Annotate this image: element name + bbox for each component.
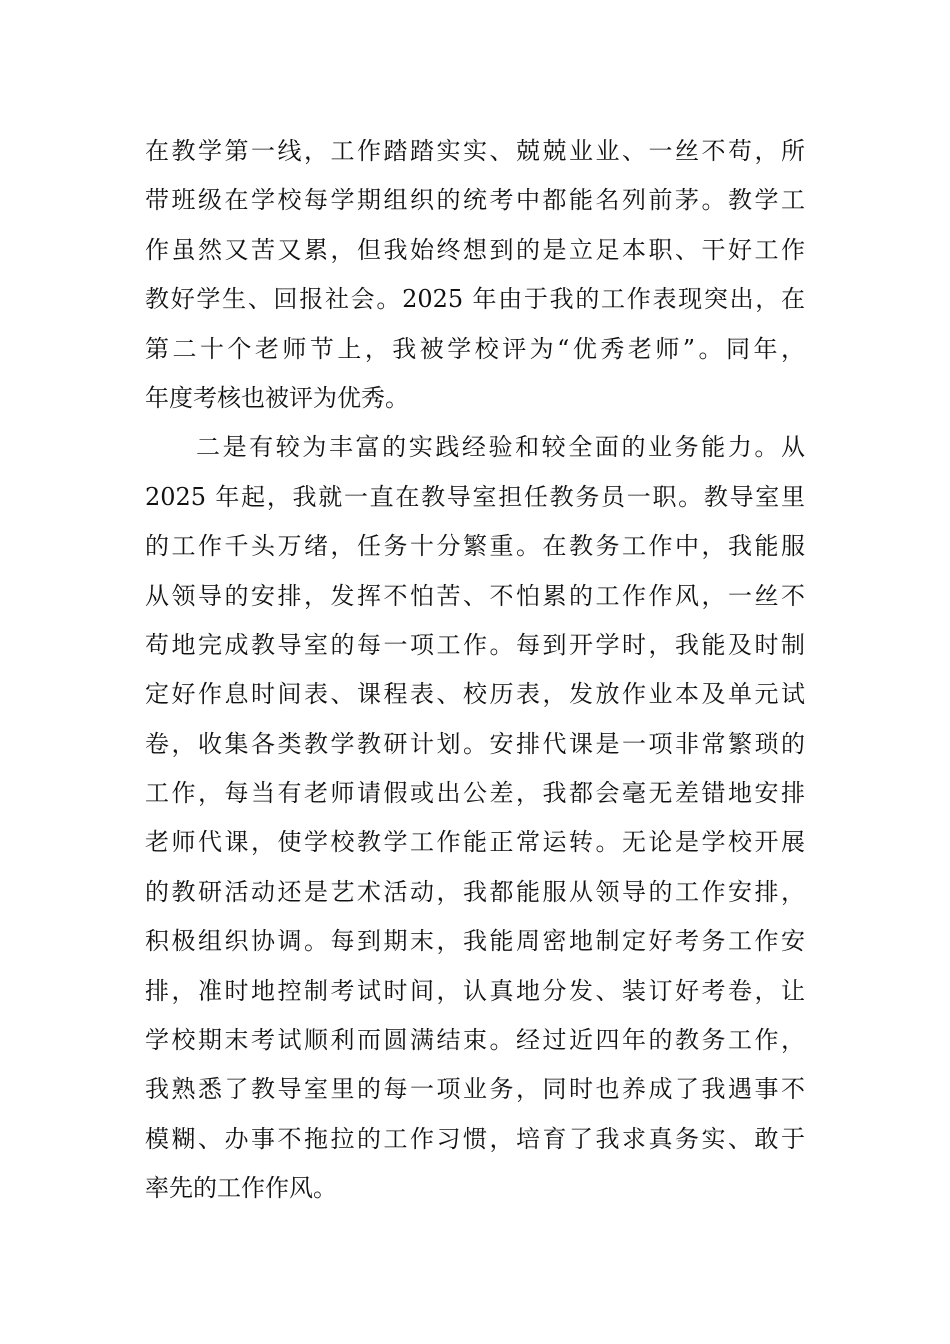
text-line: 卷，收集各类教学教研计划。安排代课是一项非常繁琐的 <box>145 729 805 758</box>
text-line: 的工作千头万绪，任务十分繁重。在教务工作中，我能服 <box>145 532 805 561</box>
text-line: 苟地完成教导室的每一项工作。每到开学时，我能及时制 <box>145 630 805 659</box>
text-line: 模糊、办事不拖拉的工作习惯，培育了我求真务实、敢于 <box>145 1124 805 1153</box>
text-line: 我熟悉了教导室里的每一项业务，同时也养成了我遇事不 <box>145 1075 805 1104</box>
text-line: 的教研活动还是艺术活动，我都能服从领导的工作安排， <box>145 877 805 906</box>
text-line: 积极组织协调。每到期末，我能周密地制定好考务工作安 <box>145 927 805 956</box>
text-line: 老师代课，使学校教学工作能正常运转。无论是学校开展 <box>145 828 805 857</box>
text-line: 2025 年起，我就一直在教导室担任教务员一职。教导室里 <box>145 482 805 511</box>
text-line: 排，准时地控制考试时间，认真地分发、装订好考卷，让 <box>145 976 805 1005</box>
text-line: 第二十个老师节上，我被学校评为“优秀老师”。同年， <box>145 334 805 363</box>
text-line: 二是有较为丰富的实践经验和较全面的业务能力。从 <box>196 433 805 462</box>
text-line: 作虽然又苦又累，但我始终想到的是立足本职、干好工作 <box>145 235 805 264</box>
text-line: 定好作息时间表、课程表、校历表，发放作业本及单元试 <box>145 680 805 709</box>
text-line: 工作，每当有老师请假或出公差，我都会毫无差错地安排 <box>145 779 805 808</box>
text-line: 从领导的安排，发挥不怕苦、不怕累的工作作风，一丝不 <box>145 581 805 610</box>
paragraph-1 <box>145 127 805 423</box>
body-text <box>145 127 805 1214</box>
text-line: 教好学生、回报社会。2025 年由于我的工作表现突出，在 <box>145 285 805 314</box>
text-line: 年度考核也被评为优秀。 <box>145 383 409 412</box>
text-line: 在教学第一线，工作踏踏实实、兢兢业业、一丝不苟，所 <box>145 137 805 165</box>
text-line: 率先的工作作风。 <box>145 1174 337 1203</box>
paragraph-2 <box>145 423 805 1213</box>
text-line: 学校期末考试顺利而圆满结束。经过近四年的教务工作， <box>145 1026 805 1055</box>
text-line: 带班级在学校每学期组织的统考中都能名列前茅。教学工 <box>145 186 805 215</box>
